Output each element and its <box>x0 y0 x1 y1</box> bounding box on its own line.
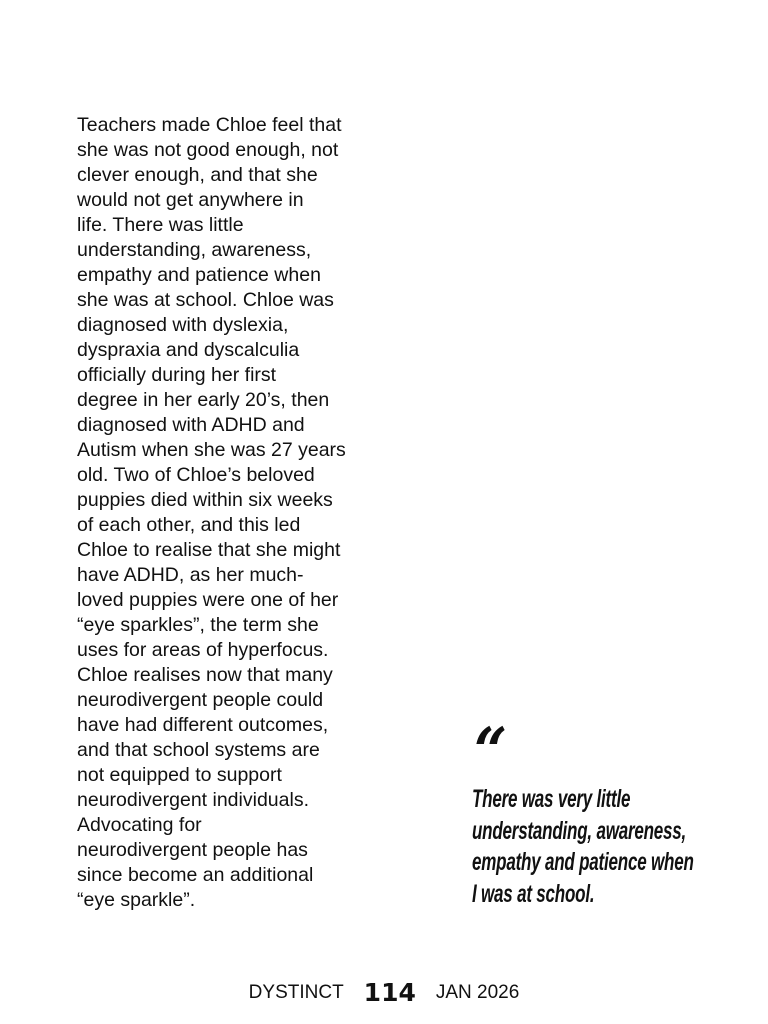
text-line: she was not good enough, not <box>77 139 339 161</box>
text-line: Chloe to realise that she might <box>77 539 341 561</box>
text-line: would not get anywhere in <box>77 189 304 211</box>
text-line: of each other, and this led <box>77 514 301 536</box>
text-line: she was at school. Chloe was <box>77 289 334 311</box>
text-line: understanding, awareness, <box>472 816 687 845</box>
magazine-name: DYSTINCT <box>248 981 344 1003</box>
text-line: old. Two of Chloe’s beloved <box>77 464 315 486</box>
text-line: loved puppies were one of her <box>77 589 339 611</box>
text-line: I was at school. <box>472 879 595 908</box>
text-line: Teachers made Chloe feel that <box>77 114 342 136</box>
issue-date: JAN 2026 <box>435 981 520 1003</box>
text-line: Autism when she was 27 years <box>77 439 346 461</box>
page-footer <box>0 978 768 1007</box>
text-line: and that school systems are <box>77 739 320 761</box>
text-line: “eye sparkle”. <box>77 889 196 911</box>
text-line: uses for areas of hyperfocus. <box>77 639 329 661</box>
text-line: Advocating for <box>77 814 202 836</box>
text-line: empathy and patience when <box>472 848 694 876</box>
text-line: have had different outcomes, <box>77 714 329 736</box>
article-body <box>77 113 377 913</box>
text-line: diagnosed with ADHD and <box>77 414 305 436</box>
text-line: officially during her first <box>77 364 277 386</box>
text-line: “eye sparkles”, the term she <box>77 614 319 636</box>
page-number: 114 <box>363 978 416 1007</box>
text-line: Chloe realises now that many <box>77 664 333 686</box>
text-line: degree in her early 20’s, then <box>77 389 330 411</box>
text-line: dyspraxia and dyscalculia <box>77 339 300 361</box>
text-line: empathy and patience when <box>77 264 321 286</box>
text-line: life. There was little <box>77 214 244 236</box>
text-line: not equipped to support <box>77 764 282 786</box>
text-line: diagnosed with dyslexia, <box>77 314 289 336</box>
quote-mark-icon: “ <box>474 714 508 789</box>
pull-quote <box>472 784 694 910</box>
text-line: since become an additional <box>77 864 314 886</box>
text-line: clever enough, and that she <box>77 164 318 186</box>
text-line: neurodivergent individuals. <box>77 789 309 811</box>
text-line: neurodivergent people could <box>77 689 324 711</box>
text-line: puppies died within six weeks <box>77 489 333 511</box>
text-line: have ADHD, as her much- <box>77 564 304 586</box>
text-line: neurodivergent people has <box>77 839 308 861</box>
text-line: There was very little <box>472 785 631 813</box>
text-line: understanding, awareness, <box>77 239 312 261</box>
